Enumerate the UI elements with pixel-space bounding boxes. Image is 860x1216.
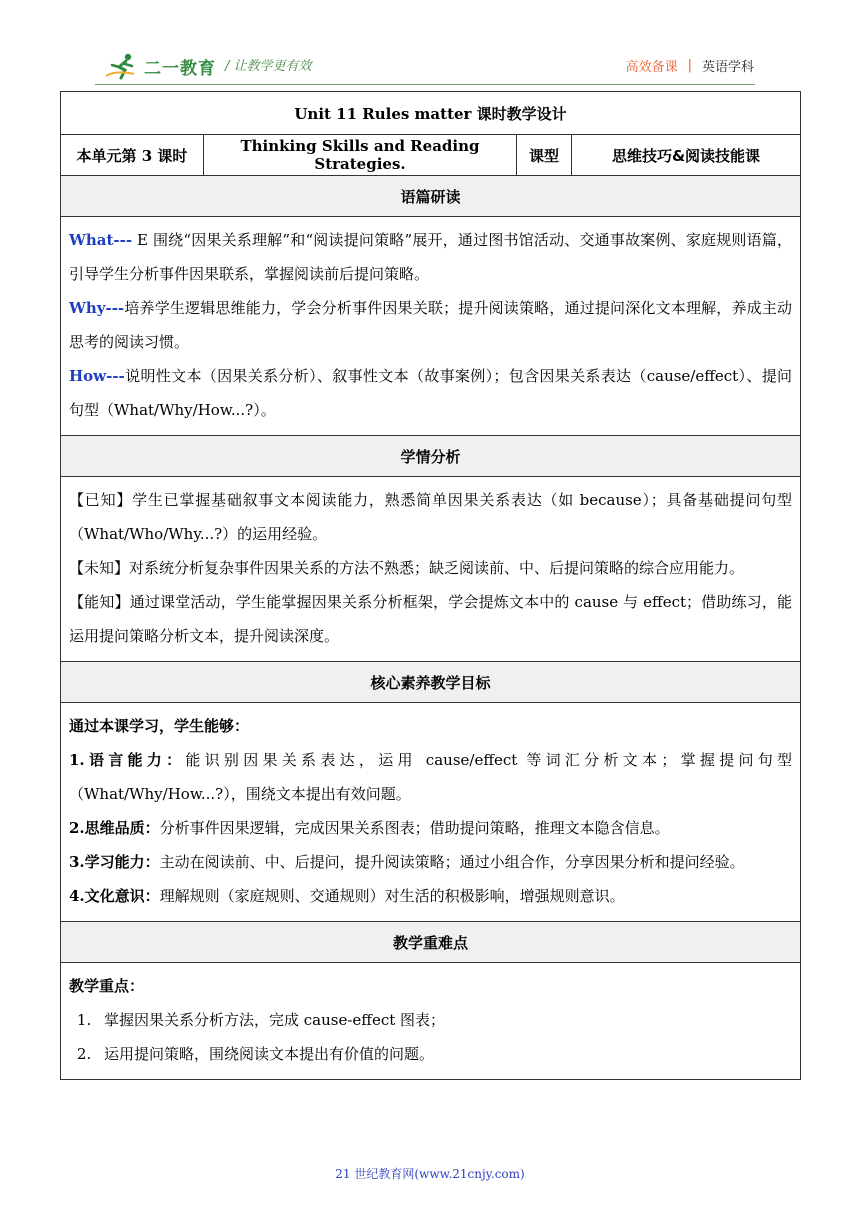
section-heading-text-study: 语篇研读 xyxy=(61,176,801,217)
header-subject: 英语学科 xyxy=(701,60,754,75)
logo xyxy=(104,52,216,80)
header-divider xyxy=(95,84,755,85)
unknown-text: 对系统分析复杂事件因果关系的方法不熟悉；缺乏阅读前、中、后提问策略的综合应用能力。 xyxy=(129,559,745,577)
lesson-type-value: 思维技巧&阅读技能课 xyxy=(572,135,801,176)
what-text: E 围绕“因果关系理解”和“阅读提问策略”展开，通过图书馆活动、交通事故案例、家庭规则语篇，引导学生分析事件因果联系，掌握阅读前后提问策略。 xyxy=(69,231,793,283)
goal-text: 分析事件因果逻辑，完成因果关系图表；借助提问策略，推理文本隐含信息。 xyxy=(159,819,670,837)
key-points-body xyxy=(61,963,801,1080)
goal-label: 2.思维品质： xyxy=(69,819,160,837)
able-label: 【能知】 xyxy=(69,593,130,611)
goal-item xyxy=(69,879,792,913)
header-highlight: 高效备课 xyxy=(625,60,678,75)
goal-label: 4.文化意识： xyxy=(69,887,160,905)
lesson-title: Thinking Skills and Reading Strategies. xyxy=(204,135,517,176)
unknown-paragraph xyxy=(69,551,792,585)
document-title: Unit 11 Rules matter 课时教学设计 xyxy=(61,92,801,135)
text-study-body xyxy=(61,217,801,436)
goal-label: 3.学习能力： xyxy=(69,853,160,871)
goals-body xyxy=(61,703,801,922)
list-item: 1. 掌握因果关系分析方法，完成 cause-effect 图表； xyxy=(96,1003,792,1037)
section-heading-goals: 核心素养教学目标 xyxy=(61,662,801,703)
goal-item xyxy=(69,743,792,811)
runner-logo-icon xyxy=(104,52,140,80)
able-text: 通过课堂活动，学生能掌握因果关系分析框架，学会提炼文本中的 cause 与 effect；借助练习，能运用提问策略分析文本，提升阅读深度。 xyxy=(69,593,793,645)
lesson-type-label: 课型 xyxy=(517,135,572,176)
lesson-number: 本单元第 3 课时 xyxy=(61,135,204,176)
what-label: What--- xyxy=(69,231,133,249)
goal-text: 理解规则（家庭规则、交通规则）对生活的积极影响，增强规则意识。 xyxy=(159,887,625,905)
goal-text: 能识别因果关系表达，运用 cause/effect 等词汇分析文本；掌握提问句型（What/Why/How...?），围绕文本提出有效问题。 xyxy=(69,751,793,803)
goal-label: 1.语言能力： xyxy=(69,751,186,769)
what-paragraph xyxy=(69,223,792,291)
able-paragraph xyxy=(69,585,792,653)
page-footer: 21 世纪教育网(www.21cnjy.com) xyxy=(335,1167,525,1181)
goal-text: 主动在阅读前、中、后提问，提升阅读策略；通过小组合作，分享因果分析和提问经验。 xyxy=(159,853,745,871)
header-tags xyxy=(626,56,754,75)
known-paragraph xyxy=(69,483,792,551)
how-label: How--- xyxy=(69,367,125,385)
goal-item xyxy=(69,811,792,845)
learner-body xyxy=(61,477,801,662)
section-heading-learner: 学情分析 xyxy=(61,436,801,477)
known-label: 【已知】 xyxy=(69,491,133,509)
list-item: 2. 运用提问策略，围绕阅读文本提出有价值的问题。 xyxy=(96,1037,792,1071)
known-text: 学生已掌握基础叙事文本阅读能力，熟悉简单因果关系表达（如 because）；具备基础提问句型（What/Who/Why...?）的运用经验。 xyxy=(69,491,793,543)
section-heading-key-points: 教学重难点 xyxy=(61,922,801,963)
goals-intro: 通过本课学习，学生能够： xyxy=(69,717,250,735)
slogan: / 让教学更有效 xyxy=(225,59,312,74)
why-text: 培养学生逻辑思维能力，学会分析事件因果关联；提升阅读策略，通过提问深化文本理解，养成主动思考的阅读习惯。 xyxy=(69,299,793,351)
lesson-design-table xyxy=(60,91,801,1080)
key-points-list xyxy=(69,1003,792,1071)
why-paragraph xyxy=(69,291,792,359)
how-paragraph xyxy=(69,359,792,427)
unknown-label: 【未知】 xyxy=(69,559,130,577)
how-text: 说明性文本（因果关系分析）、叙事性文本（故事案例）；包含因果关系表达（cause/effect）、提问句型（What/Why/How...?）。 xyxy=(69,367,793,419)
key-points-label: 教学重点： xyxy=(69,977,145,995)
header-separator: | xyxy=(687,58,692,73)
why-label: Why--- xyxy=(69,299,125,317)
goal-item xyxy=(69,845,792,879)
logo-text: 二一教育 xyxy=(144,58,216,79)
